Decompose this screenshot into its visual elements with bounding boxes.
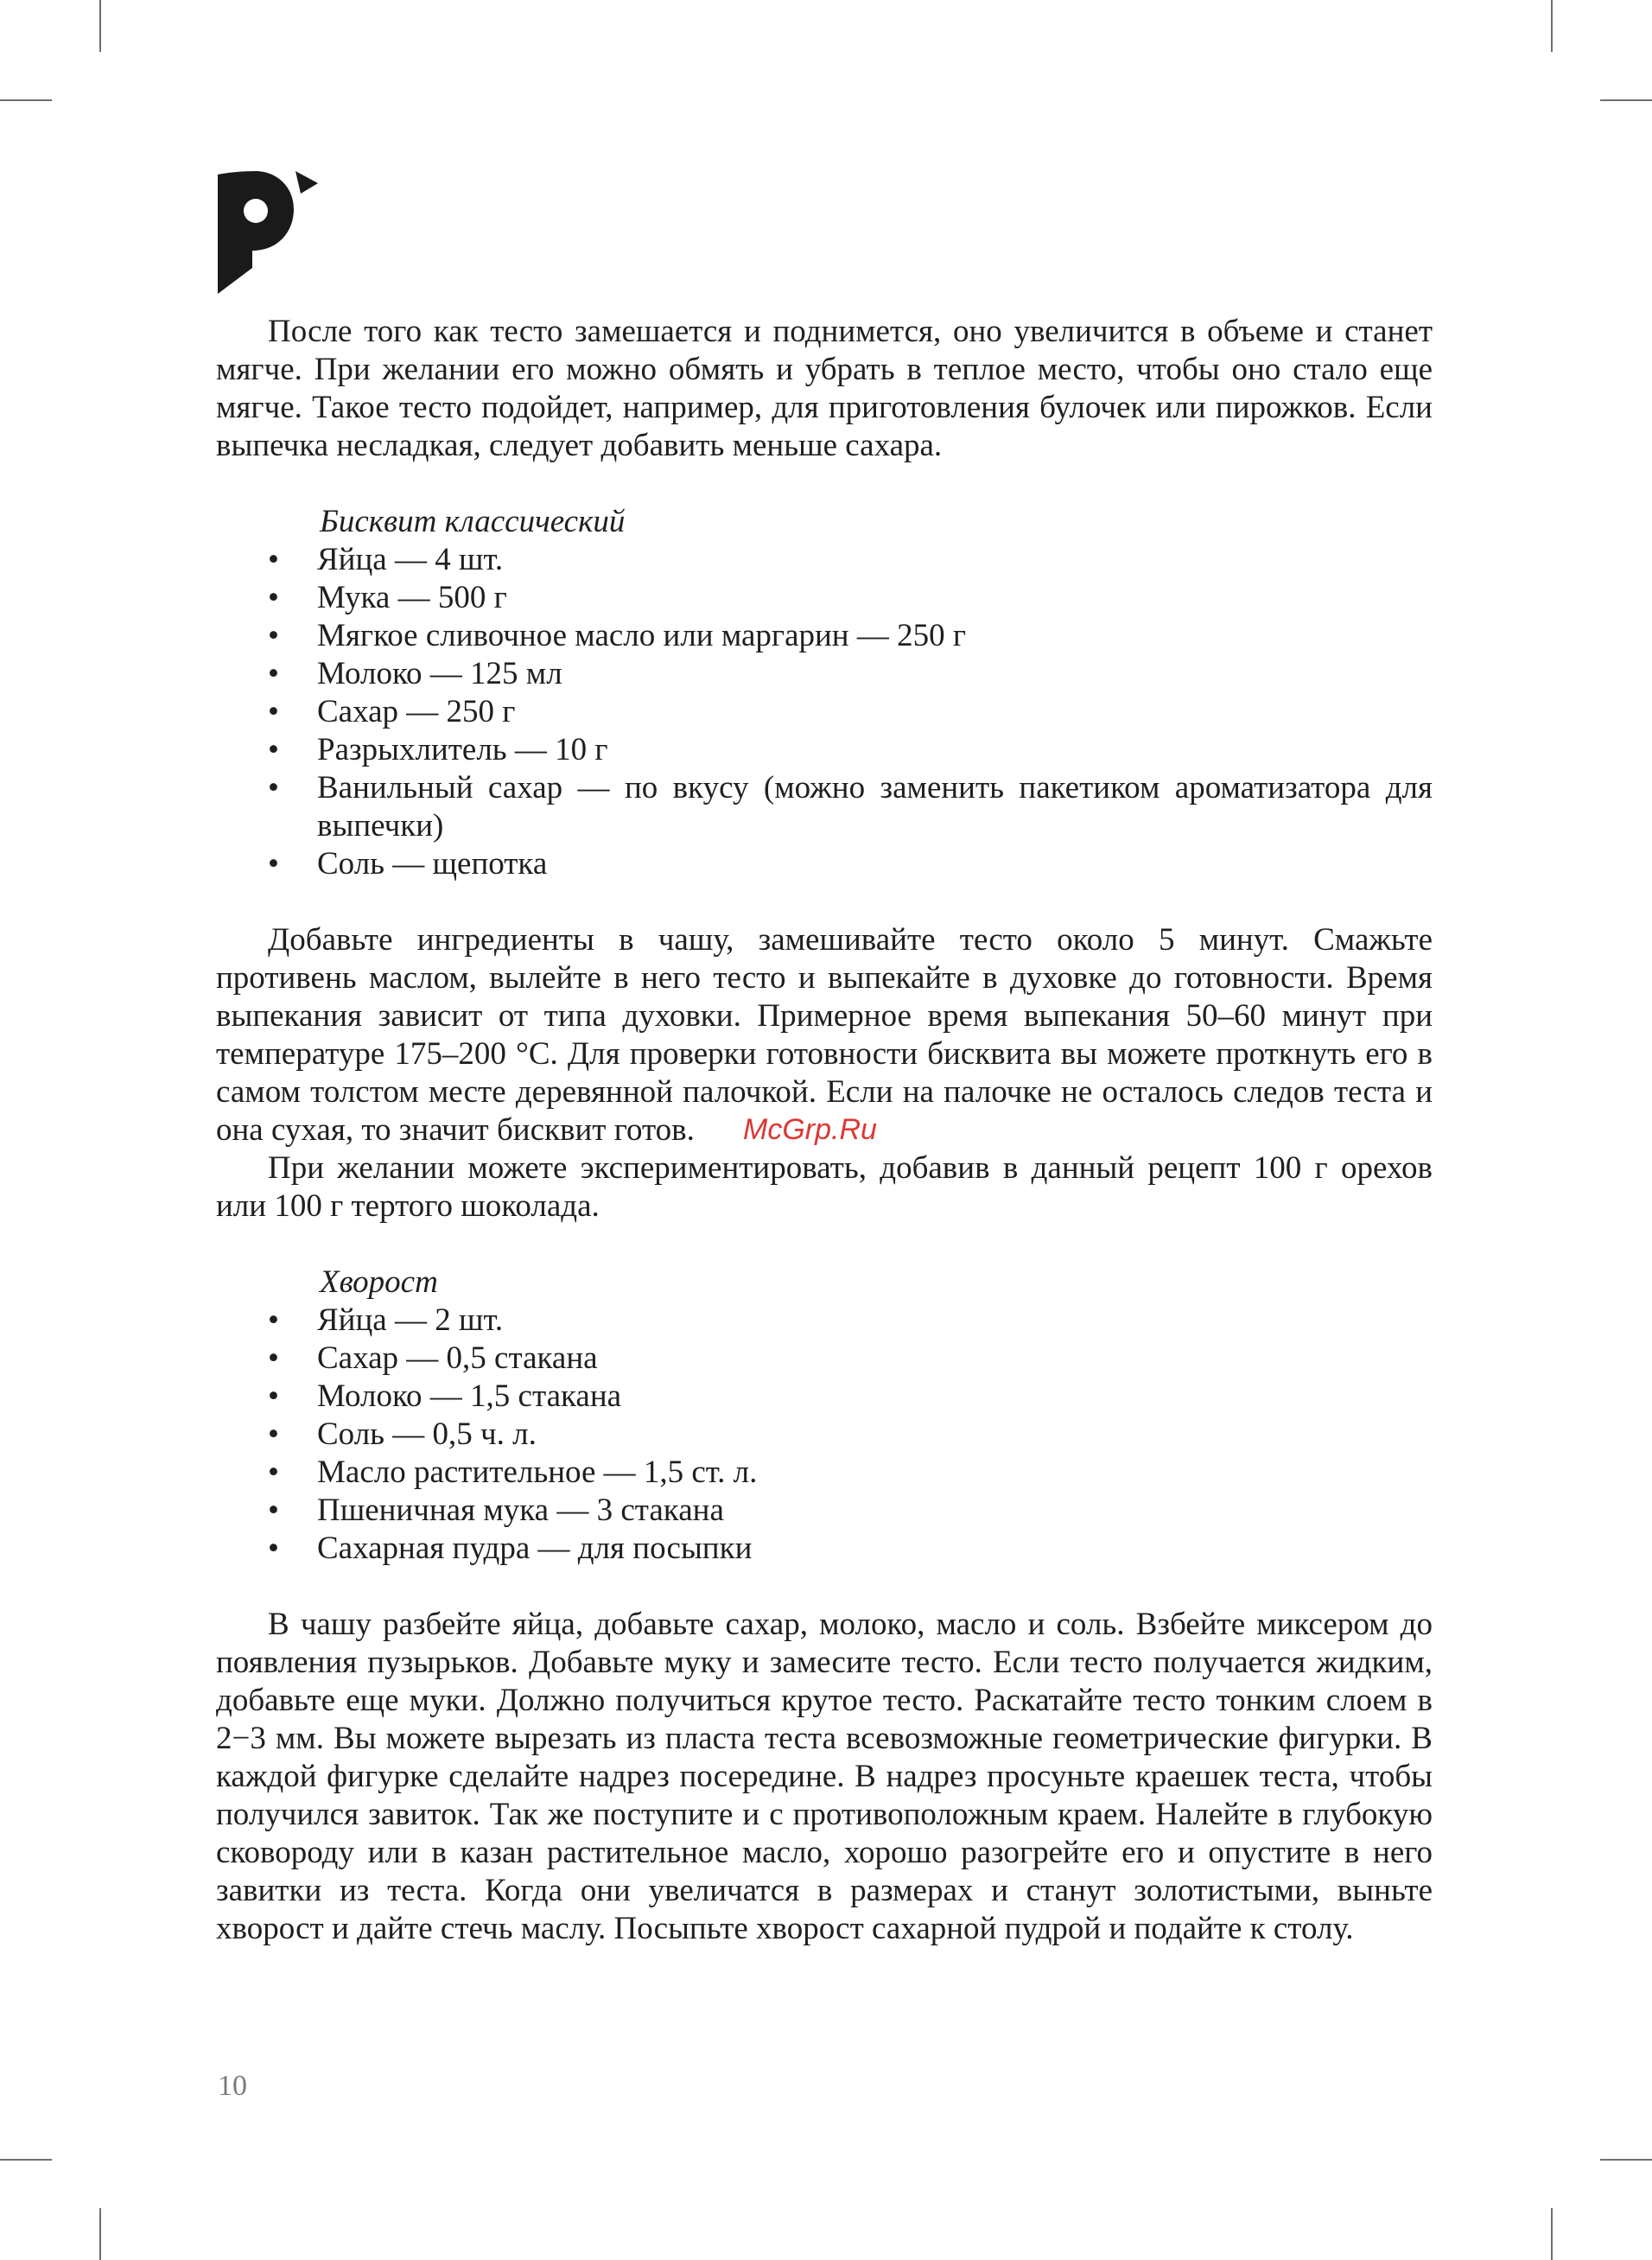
crop-mark-bottom-left	[99, 2208, 101, 2260]
list-item: • Мягкое сливочное масло или маргарин — 250 г	[268, 618, 967, 653]
crop-mark-top-right	[1551, 0, 1553, 52]
list-item: • Разрыхлитель — 10 г	[268, 732, 608, 767]
crop-mark-bottom-right	[1551, 2208, 1553, 2260]
khvorost-instructions-paragraph: В чашу разбейте яйца, добавьте сахар, молоко, масло и соль. Взбейте миксером до появления пузырьков. Добавьте муку и замесите тесто. Если тесто получается жидким, добавьте еще муки. Должно получиться крутое тесто. Раскатайте тесто тонким слоем в 2−3 мм. Вы можете вырезать из пласта теста всевозможные геометрические фигурки. В каждой фигурке сделайте надрез посередине. В надрез просуньте краешек теста, чтобы получился завиток. Так же поступите и с противоположным краем. Налейте в глубокую сковороду или в казан растительное масло, хорошо разогрейте его и опустите в него завитки из теста. Когда они увеличатся в размерах и станут золотистыми, выньте хворост и дайте стечь маслу. Посыпьте хворост сахарной пудрой и подайте к столу.	[216, 1607, 1433, 1946]
watermark: McGrp.Ru	[743, 1113, 877, 1146]
list-item: • Сахарная пудра — для посыпки	[268, 1531, 753, 1566]
biscuit-instructions-paragraph: Добавьте ингредиенты в чашу, замешивайте тесто около 5 минут. Смажьте противень маслом, вылейте в него тесто и выпекайте в духовке до готовности. Время выпекания зависит от типа духовки. Примерное время выпекания 50–60 минут при температуре 175–200 °С. Для проверки готовности бисквита вы можете проткнуть его в самом толстом месте деревянной палочкой. Если на палочке не осталось следов теста и она сухая, то значит бисквит готов.	[216, 922, 1433, 1148]
list-item: • Соль — 0,5 ч. л.	[268, 1416, 537, 1452]
intro-paragraph: После того как тесто замешается и поднимется, оно увеличится в объеме и станет мягче. При желании его можно обмять и убрать в теплое место, чтобы оно стало еще мягче. Такое тесто подойдет, например, для приготовления булочек или пирожков. Если выпечка несладкая, следует добавить меньше сахара.	[216, 314, 1433, 463]
list-item: • Яйца — 2 шт.	[268, 1302, 504, 1338]
list-item: • Сахар — 250 г	[268, 694, 516, 729]
publisher-logo	[218, 164, 321, 294]
ingredients-list-khvorost	[216, 1302, 1433, 1568]
crop-mark-right-bottom	[1600, 2159, 1652, 2161]
crop-mark-right-top	[1600, 99, 1652, 101]
list-item: • Сахар — 0,5 стакана	[268, 1340, 598, 1376]
publisher-logo-icon	[218, 164, 321, 294]
ingredients-list-biscuit	[216, 541, 1433, 883]
list-item: • Мука — 500 г	[268, 580, 507, 615]
biscuit-variation-paragraph: При желании можете экспериментировать, добавив в данный рецепт 100 г орехов или 100 г тертого шоколада.	[216, 1150, 1433, 1224]
recipe-title-khvorost: Хворост	[320, 1264, 438, 1300]
list-item: • Молоко — 1,5 стакана	[268, 1378, 622, 1414]
recipe-title-biscuit: Бисквит классический	[320, 504, 626, 539]
list-item: • Молоко — 125 мл	[268, 656, 562, 691]
list-item: • Яйца — 4 шт.	[268, 542, 504, 577]
page-number: 10	[218, 2070, 247, 2102]
list-item: • Ванильный сахар — по вкусу (можно заменить пакетиком ароматизатора для выпечки)	[268, 770, 1433, 844]
crop-mark-top-left	[99, 0, 101, 52]
list-item: • Масло растительное — 1,5 ст. л.	[268, 1455, 758, 1490]
list-item: • Пшеничная мука — 3 стакана	[268, 1493, 724, 1528]
list-item: • Соль — щепотка	[268, 846, 548, 882]
crop-mark-left-top	[0, 99, 52, 101]
crop-mark-left-bottom	[0, 2159, 52, 2161]
